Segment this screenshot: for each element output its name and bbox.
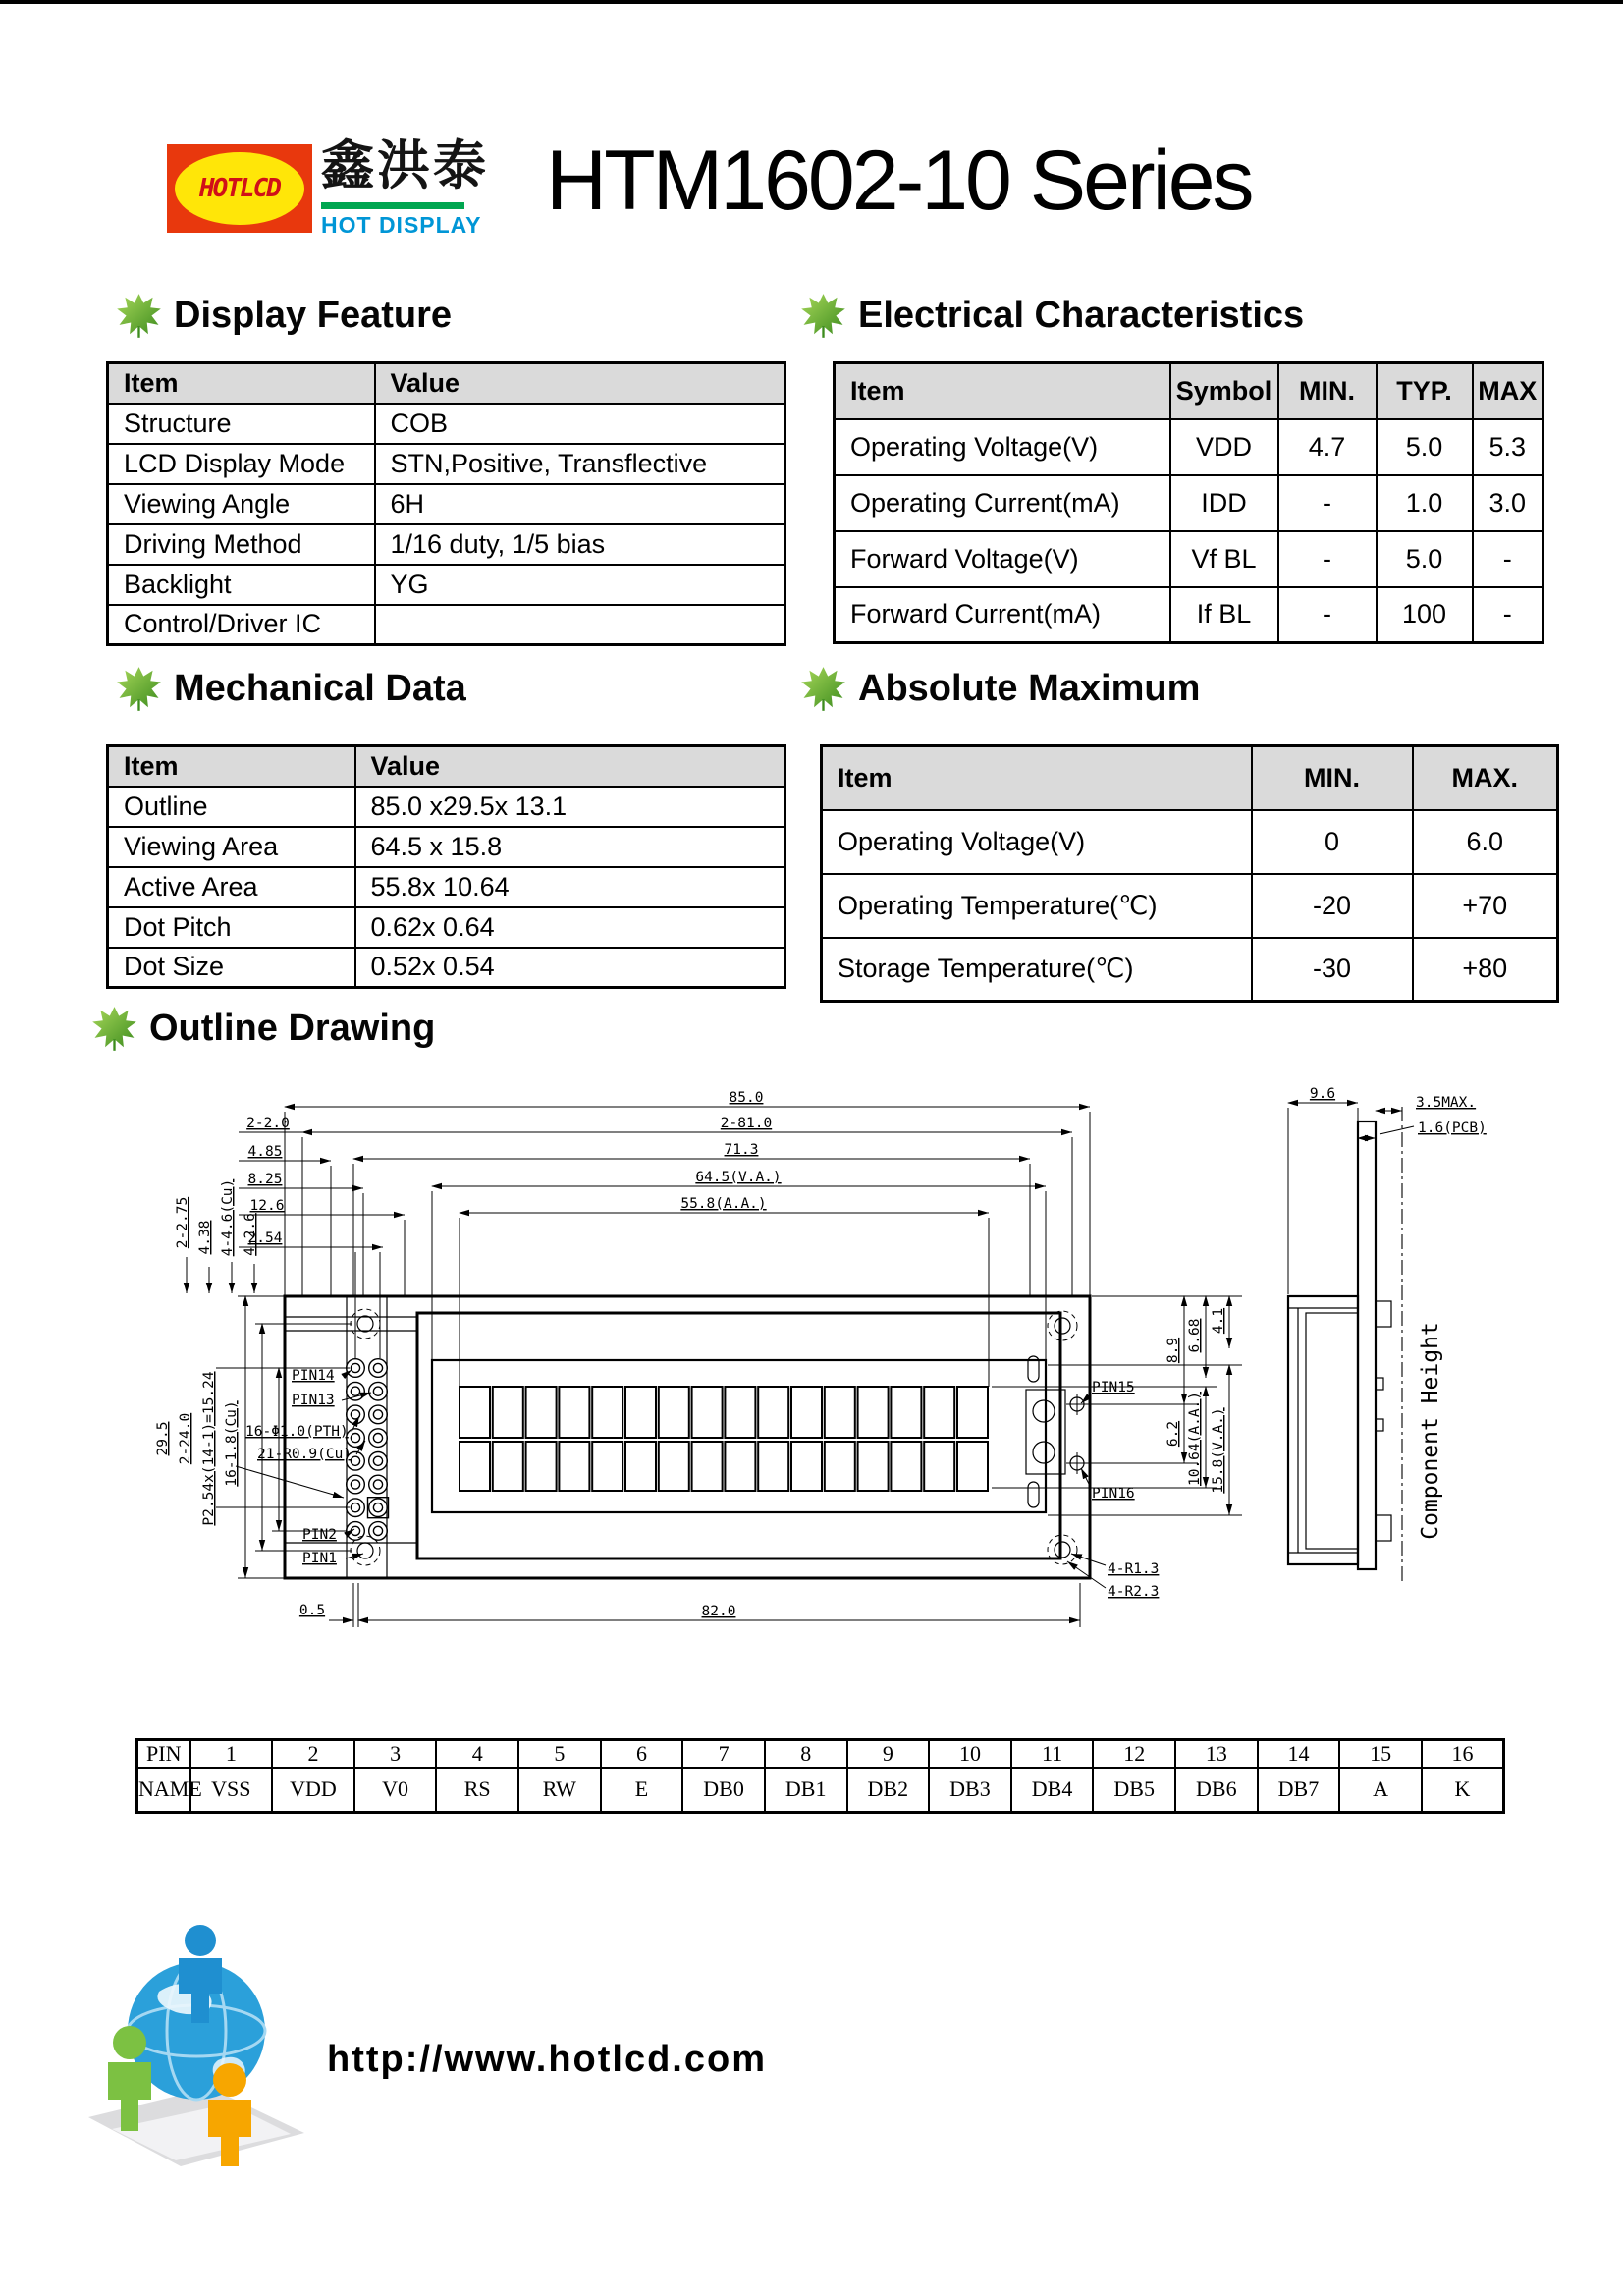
table-cell: 100 bbox=[1377, 587, 1473, 643]
pin-cell: 3 bbox=[354, 1740, 437, 1769]
logo-oval bbox=[175, 152, 304, 225]
pin-cell: 16 bbox=[1422, 1740, 1504, 1769]
page-top-border bbox=[0, 0, 1623, 4]
pin-cell: E bbox=[601, 1768, 683, 1812]
table-cell: Active Area bbox=[108, 867, 355, 907]
pin-cell: RS bbox=[436, 1768, 518, 1812]
logo-chinese-text: 鑫洪泰 bbox=[321, 137, 489, 195]
table-row bbox=[108, 907, 785, 948]
column-header: Value bbox=[355, 746, 785, 787]
table-cell: 5.0 bbox=[1377, 531, 1473, 587]
pin-cell: 5 bbox=[518, 1740, 601, 1769]
dim-label: 9.6 bbox=[1309, 1086, 1336, 1102]
dim-label: 2-24.0 bbox=[178, 1412, 193, 1465]
table-cell: COB bbox=[375, 404, 785, 444]
pin-label: PIN13 bbox=[292, 1393, 335, 1408]
section-title: Outline Drawing bbox=[149, 1008, 436, 1049]
dim-label: 55.8(A.A.) bbox=[680, 1196, 767, 1212]
dim-label: 8.9 bbox=[1165, 1337, 1181, 1364]
leaf-icon bbox=[116, 293, 162, 339]
dim-label: 64.5(V.A.) bbox=[695, 1170, 782, 1185]
mechanical-data-table bbox=[106, 744, 786, 989]
table-cell: 6H bbox=[375, 484, 785, 524]
table-row bbox=[108, 524, 785, 565]
pin-cell: DB7 bbox=[1258, 1768, 1340, 1812]
pin-cell: RW bbox=[518, 1768, 601, 1812]
column-header: Value bbox=[375, 363, 785, 404]
section-display-feature bbox=[116, 293, 452, 339]
pin-label: 16-Φ1.0(PTH) bbox=[245, 1424, 349, 1440]
brand-logo bbox=[167, 144, 312, 233]
header-row bbox=[822, 746, 1558, 810]
dim-label: 6.2 bbox=[1165, 1420, 1181, 1448]
pin-table-row bbox=[137, 1768, 1504, 1812]
table-row bbox=[108, 605, 785, 645]
table-cell: - bbox=[1278, 587, 1377, 643]
pin-cell: 10 bbox=[929, 1740, 1011, 1769]
dim-label: 15.8(V.A.) bbox=[1211, 1407, 1226, 1494]
table-cell: 3.0 bbox=[1473, 475, 1543, 531]
pin-table-row bbox=[137, 1740, 1504, 1769]
pin-cell: 12 bbox=[1093, 1740, 1175, 1769]
table-cell: Outline bbox=[108, 787, 355, 827]
dim-label: 82.0 bbox=[701, 1604, 736, 1619]
table-cell: Driving Method bbox=[108, 524, 375, 565]
table-cell: - bbox=[1473, 587, 1543, 643]
table-row bbox=[835, 419, 1543, 475]
table-cell: - bbox=[1278, 531, 1377, 587]
pin-cell: DB0 bbox=[682, 1768, 765, 1812]
dim-label: 4-4.6(Cu) bbox=[220, 1178, 236, 1257]
dimension-labels bbox=[155, 1090, 1226, 1619]
pin-cell: 14 bbox=[1258, 1740, 1340, 1769]
header-row bbox=[108, 746, 785, 787]
table-cell: Dot Pitch bbox=[108, 907, 355, 948]
table-cell: 5.3 bbox=[1473, 419, 1543, 475]
table-cell: YG bbox=[375, 565, 785, 605]
section-title: Absolute Maximum bbox=[858, 668, 1201, 709]
table-cell: Operating Current(mA) bbox=[835, 475, 1170, 531]
dim-label: 71.3 bbox=[724, 1142, 759, 1158]
table-cell: -30 bbox=[1252, 938, 1413, 1002]
logo-green-bar bbox=[321, 202, 464, 209]
column-header: MAX. bbox=[1413, 746, 1558, 810]
table-row bbox=[108, 827, 785, 867]
pin-row-label: PIN bbox=[137, 1740, 190, 1769]
pin-label: 21-R0.9(Cu) bbox=[257, 1447, 352, 1462]
dim-label: 2-81.0 bbox=[720, 1116, 773, 1131]
pin-cell: DB6 bbox=[1175, 1768, 1258, 1812]
table-row bbox=[835, 531, 1543, 587]
side-view bbox=[1288, 1086, 1487, 1581]
logo-subtitle: HOT DISPLAY bbox=[321, 212, 482, 238]
pin-cell: 13 bbox=[1175, 1740, 1258, 1769]
column-header: Item bbox=[108, 363, 375, 404]
pin-assignment-table bbox=[135, 1738, 1505, 1814]
pin-cell: VSS bbox=[190, 1768, 273, 1812]
column-header: MIN. bbox=[1252, 746, 1413, 810]
dim-label: 4-R2.3 bbox=[1108, 1584, 1160, 1600]
section-title: Mechanical Data bbox=[174, 668, 466, 709]
pin-cell: 2 bbox=[272, 1740, 354, 1769]
section-mechanical bbox=[116, 666, 466, 712]
globe-people-logo bbox=[81, 1893, 316, 2173]
section-outline-drawing bbox=[91, 1006, 435, 1052]
leaf-icon bbox=[91, 1006, 137, 1052]
dim-label: 2.54 bbox=[247, 1230, 283, 1246]
leaf-icon bbox=[800, 293, 846, 339]
dim-label: 2-2.75 bbox=[175, 1196, 190, 1249]
pin-cell: 7 bbox=[682, 1740, 765, 1769]
header-row bbox=[835, 363, 1543, 419]
pin-label: PIN14 bbox=[292, 1368, 335, 1384]
dim-label: 4.1 bbox=[1211, 1307, 1226, 1335]
column-header: MAX bbox=[1473, 363, 1543, 419]
table-cell: -20 bbox=[1252, 874, 1413, 938]
absolute-maximum-table bbox=[820, 744, 1559, 1003]
dim-label: 16-1.8(Cu) bbox=[224, 1400, 240, 1487]
table-row bbox=[822, 810, 1558, 874]
table-cell: 1.0 bbox=[1377, 475, 1473, 531]
table-cell: 1/16 duty, 1/5 bias bbox=[375, 524, 785, 565]
section-title: Display Feature bbox=[174, 295, 452, 336]
page-title: HTM1602-10 Series bbox=[546, 134, 1252, 228]
table-cell: Operating Temperature(℃) bbox=[822, 874, 1252, 938]
table-row bbox=[108, 444, 785, 484]
table-cell: 0.62x 0.64 bbox=[355, 907, 785, 948]
section-absolute-maximum bbox=[800, 666, 1200, 712]
pin-label: PIN1 bbox=[302, 1551, 337, 1566]
pin-cell: 6 bbox=[601, 1740, 683, 1769]
table-row bbox=[835, 475, 1543, 531]
pin-cell: 15 bbox=[1339, 1740, 1422, 1769]
dim-label: 3.5MAX. bbox=[1416, 1095, 1477, 1111]
table-cell: Forward Voltage(V) bbox=[835, 531, 1170, 587]
pin-cell: 1 bbox=[190, 1740, 273, 1769]
table-row bbox=[108, 404, 785, 444]
table-row bbox=[822, 938, 1558, 1002]
dim-label: 6.68 bbox=[1187, 1318, 1203, 1353]
dim-label: 8.25 bbox=[247, 1172, 283, 1187]
logo-text: HOTLCD bbox=[199, 174, 280, 203]
electrical-characteristics-table bbox=[833, 361, 1544, 644]
table-cell: 5.0 bbox=[1377, 419, 1473, 475]
table-row bbox=[108, 787, 785, 827]
column-header: Item bbox=[835, 363, 1170, 419]
table-row bbox=[108, 867, 785, 907]
table-cell: Storage Temperature(℃) bbox=[822, 938, 1252, 1002]
table-row bbox=[108, 565, 785, 605]
table-cell: Viewing Angle bbox=[108, 484, 375, 524]
backlight-connector bbox=[1026, 1356, 1088, 1507]
table-cell: VDD bbox=[1170, 419, 1278, 475]
pin-hole-array bbox=[347, 1359, 389, 1541]
table-cell: - bbox=[1278, 475, 1377, 531]
pin-cell: VDD bbox=[272, 1768, 354, 1812]
dim-label: 4-2.6 bbox=[243, 1213, 258, 1256]
header-row bbox=[108, 363, 785, 404]
display-feature-table bbox=[106, 361, 786, 646]
pin-label: PIN16 bbox=[1092, 1486, 1135, 1502]
table-cell: 0 bbox=[1252, 810, 1413, 874]
table-cell: Forward Current(mA) bbox=[835, 587, 1170, 643]
table-cell: Viewing Area bbox=[108, 827, 355, 867]
table-row bbox=[108, 948, 785, 988]
table-cell: STN,Positive, Transflective bbox=[375, 444, 785, 484]
pin-cell: 9 bbox=[847, 1740, 930, 1769]
table-cell: 0.52x 0.54 bbox=[355, 948, 785, 988]
table-cell: Dot Size bbox=[108, 948, 355, 988]
table-cell: +80 bbox=[1413, 938, 1558, 1002]
section-electrical bbox=[800, 293, 1304, 339]
pin-cell: DB3 bbox=[929, 1768, 1011, 1812]
table-cell: 64.5 x 15.8 bbox=[355, 827, 785, 867]
table-cell: 4.7 bbox=[1278, 419, 1377, 475]
pin-cell: DB1 bbox=[765, 1768, 847, 1812]
pin-cell: 11 bbox=[1011, 1740, 1094, 1769]
pin-row-label: NAME bbox=[137, 1768, 190, 1812]
pin-label: PIN15 bbox=[1092, 1380, 1135, 1395]
table-row bbox=[822, 874, 1558, 938]
column-header: Item bbox=[822, 746, 1252, 810]
table-cell: Backlight bbox=[108, 565, 375, 605]
dim-label: 4.85 bbox=[247, 1144, 283, 1160]
pin-cell: A bbox=[1339, 1768, 1422, 1812]
pin-cell: V0 bbox=[354, 1768, 437, 1812]
table-cell: Operating Voltage(V) bbox=[822, 810, 1252, 874]
pin-cell: DB2 bbox=[847, 1768, 930, 1812]
table-cell: - bbox=[1473, 531, 1543, 587]
table-cell: 6.0 bbox=[1413, 810, 1558, 874]
outline-drawing bbox=[59, 1066, 1551, 1665]
pin-cell: K bbox=[1422, 1768, 1504, 1812]
table-cell: Operating Voltage(V) bbox=[835, 419, 1170, 475]
table-cell: +70 bbox=[1413, 874, 1558, 938]
table-cell: 55.8x 10.64 bbox=[355, 867, 785, 907]
dim-label: P2.54x(14-1)=15.24 bbox=[201, 1371, 217, 1526]
website-url: http://www.hotlcd.com bbox=[327, 2039, 767, 2080]
table-row bbox=[108, 484, 785, 524]
table-cell: Vf BL bbox=[1170, 531, 1278, 587]
dim-label: 1.6(PCB) bbox=[1418, 1121, 1487, 1136]
pin-cell: DB4 bbox=[1011, 1768, 1094, 1812]
pin-cell: 8 bbox=[765, 1740, 847, 1769]
column-header: Symbol bbox=[1170, 363, 1278, 419]
column-header: TYP. bbox=[1377, 363, 1473, 419]
table-cell: IDD bbox=[1170, 475, 1278, 531]
table-cell: LCD Display Mode bbox=[108, 444, 375, 484]
leaf-icon bbox=[116, 666, 162, 712]
dim-label: 2-2.0 bbox=[246, 1116, 290, 1131]
table-cell: Structure bbox=[108, 404, 375, 444]
dim-label: 12.6 bbox=[249, 1198, 285, 1214]
table-cell: 85.0 x29.5x 13.1 bbox=[355, 787, 785, 827]
pin-cell: 4 bbox=[436, 1740, 518, 1769]
dim-label: 0.5 bbox=[298, 1603, 326, 1618]
table-cell: Control/Driver IC bbox=[108, 605, 375, 645]
side-view-label: Component Height bbox=[1418, 1322, 1443, 1540]
section-title: Electrical Characteristics bbox=[858, 295, 1305, 336]
pin-cell: DB5 bbox=[1093, 1768, 1175, 1812]
table-cell bbox=[375, 605, 785, 645]
dim-label: 4.38 bbox=[197, 1220, 213, 1255]
dim-label: 4-R1.3 bbox=[1108, 1561, 1160, 1577]
table-cell: If BL bbox=[1170, 587, 1278, 643]
dim-label: 85.0 bbox=[729, 1090, 764, 1106]
column-header: MIN. bbox=[1278, 363, 1377, 419]
character-cell-grid bbox=[460, 1387, 988, 1491]
table-row bbox=[835, 587, 1543, 643]
column-header: Item bbox=[108, 746, 355, 787]
pin-label: PIN2 bbox=[302, 1527, 337, 1543]
dim-label: 29.5 bbox=[155, 1421, 171, 1456]
dim-label: 10.64(A.A.) bbox=[1187, 1391, 1203, 1487]
leaf-icon bbox=[800, 666, 846, 712]
